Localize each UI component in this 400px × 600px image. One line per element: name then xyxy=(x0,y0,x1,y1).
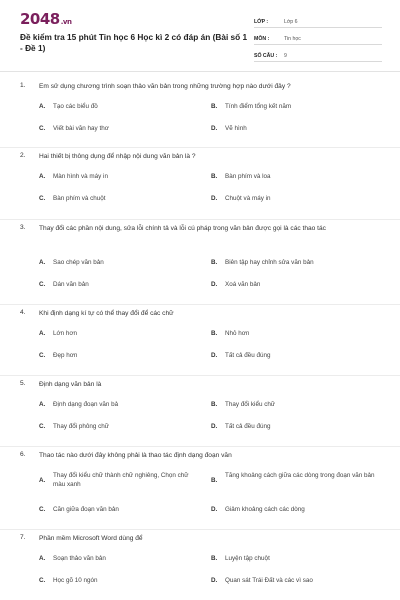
option-letter: B. xyxy=(211,173,218,180)
option-text: Soạn thảo văn bản xyxy=(53,555,106,562)
question-stem xyxy=(20,152,384,162)
answer-option[interactable] xyxy=(39,400,203,409)
logo-text: 2048 xyxy=(20,10,60,28)
option-letter: D. xyxy=(211,125,218,132)
question-number: 6. xyxy=(20,451,26,458)
question-item xyxy=(0,78,400,148)
option-text: Nhỏ hơn xyxy=(225,330,250,337)
option-letter: A. xyxy=(39,259,46,266)
answer-option[interactable] xyxy=(211,172,375,181)
question-number: 4. xyxy=(20,309,26,316)
option-text: Xoá văn bản xyxy=(225,281,261,288)
question-number: 3. xyxy=(20,224,26,231)
answer-option[interactable] xyxy=(39,351,203,360)
option-letter: D. xyxy=(211,423,218,430)
option-letter: C. xyxy=(39,195,46,202)
option-letter: A. xyxy=(39,173,46,180)
option-text: Sao chép văn bản xyxy=(53,259,104,266)
option-letter: D. xyxy=(211,352,218,359)
option-text: Tăng khoảng cách giữa các dòng trong đoạn văn bản xyxy=(225,472,375,479)
option-letter: B. xyxy=(211,401,218,408)
option-text: Căn giữa đoạn văn bản xyxy=(53,506,119,513)
option-text: Thay đổi kiểu chữ xyxy=(225,401,276,408)
option-letter: D. xyxy=(211,195,218,202)
meta-row-count xyxy=(254,48,382,62)
answer-option[interactable] xyxy=(211,351,375,360)
option-text: Vẽ hình xyxy=(225,125,247,132)
option-text: Biên tập hay chỉnh sửa văn bản xyxy=(225,259,314,266)
question-number: 7. xyxy=(20,534,26,541)
meta-value: Lớp 6 xyxy=(284,19,298,25)
meta-label: MÔN : xyxy=(254,36,270,42)
question-stem xyxy=(20,534,384,544)
option-text: Tất cả đều đúng xyxy=(225,352,271,359)
option-text: Dán văn bản xyxy=(53,281,89,288)
question-text: Khi định dạng kí tự có thể thay đổi để các chữ xyxy=(39,310,174,317)
meta-value: 9 xyxy=(284,53,287,59)
option-text: Quan sát Trái Đất và các vì sao xyxy=(225,577,313,584)
option-text: Luyện tập chuột xyxy=(225,555,270,562)
option-letter: C. xyxy=(39,506,46,513)
answer-option[interactable] xyxy=(211,194,375,203)
answer-option[interactable] xyxy=(211,124,375,133)
meta-label: LỚP : xyxy=(254,19,269,25)
question-stem xyxy=(20,451,384,461)
option-letter: B. xyxy=(211,555,218,562)
option-letter: B. xyxy=(211,103,218,110)
answer-option[interactable] xyxy=(211,400,375,409)
question-text: Thao tác nào dưới đây không phải là thao tác định dạng đoạn văn xyxy=(39,452,232,459)
answer-option[interactable] xyxy=(39,471,193,489)
option-text: Chuột và máy in xyxy=(225,195,271,202)
answer-option[interactable] xyxy=(211,554,375,563)
option-letter: C. xyxy=(39,352,46,359)
option-letter: A. xyxy=(39,401,46,408)
question-list xyxy=(0,78,400,598)
option-text: Định dạng đoạn văn bả xyxy=(53,401,119,408)
answer-option[interactable] xyxy=(39,102,203,111)
option-letter: A. xyxy=(39,555,46,562)
option-letter: C. xyxy=(39,281,46,288)
exam-meta xyxy=(254,14,382,65)
question-stem xyxy=(20,82,384,92)
answer-option[interactable] xyxy=(39,329,203,338)
meta-value: Tin học xyxy=(284,36,301,42)
question-item xyxy=(0,447,400,530)
option-letter: C. xyxy=(39,125,46,132)
question-item xyxy=(0,530,400,598)
answer-option[interactable] xyxy=(211,329,375,338)
question-stem xyxy=(20,224,384,234)
option-letter: A. xyxy=(39,477,46,484)
answer-option[interactable] xyxy=(211,258,375,267)
option-letter: A. xyxy=(39,103,46,110)
answer-option[interactable] xyxy=(39,124,203,133)
answer-option[interactable] xyxy=(211,102,375,111)
answer-option[interactable] xyxy=(211,576,375,585)
question-text: Hai thiết bị thông dụng để nhập nội dung văn bản là ? xyxy=(39,153,196,160)
meta-label: SỐ CÂU : xyxy=(254,53,278,59)
answer-option[interactable] xyxy=(39,505,203,514)
answer-option[interactable] xyxy=(211,505,375,514)
answer-option[interactable] xyxy=(39,422,203,431)
option-letter: D. xyxy=(211,577,218,584)
question-number: 5. xyxy=(20,380,26,387)
question-stem xyxy=(20,380,384,390)
page-title: Đề kiểm tra 15 phút Tin học 6 Học kì 2 có đáp án (Bài số 1 - Đề 1) xyxy=(20,32,248,53)
header-divider xyxy=(0,71,400,72)
page-header xyxy=(0,0,400,70)
option-letter: D. xyxy=(211,506,218,513)
option-letter: B. xyxy=(211,477,218,484)
answer-option[interactable] xyxy=(39,258,203,267)
answer-option[interactable] xyxy=(39,194,203,203)
option-text: Tạo các biểu đồ xyxy=(53,103,98,110)
option-letter: D. xyxy=(211,281,218,288)
answer-option[interactable] xyxy=(211,422,375,431)
option-text: Tất cả đều đúng xyxy=(225,423,271,430)
question-item xyxy=(0,148,400,220)
question-number: 1. xyxy=(20,82,26,89)
question-item xyxy=(0,305,400,376)
answer-option[interactable] xyxy=(39,280,203,289)
question-text: Phần mềm Microsoft Word dùng để xyxy=(39,535,143,542)
meta-row-class xyxy=(254,14,382,28)
option-text: Viết bài văn hay thơ xyxy=(53,125,109,132)
question-item xyxy=(0,220,400,305)
option-text: Tính điểm tổng kết năm xyxy=(225,103,292,110)
meta-row-subject xyxy=(254,31,382,45)
answer-option[interactable] xyxy=(211,471,375,485)
option-text: Thay đổi kiểu chữ thành chữ nghiêng, Chọn chữ màu xanh xyxy=(53,472,189,488)
option-letter: C. xyxy=(39,423,46,430)
question-text: Em sử dụng chương trình soạn thảo văn bản trong những trường hợp nào dưới đây ? xyxy=(39,83,291,90)
question-number: 2. xyxy=(20,152,26,159)
question-stem xyxy=(20,309,384,319)
question-text: Thay đổi các phần nội dung, sửa lỗi chính tả và lỗi cú pháp trong văn bản được gọi là các thao tác xyxy=(39,225,326,232)
option-text: Đẹp hơn xyxy=(53,352,78,359)
option-text: Giảm khoảng cách các dòng xyxy=(225,506,305,513)
option-letter: A. xyxy=(39,330,46,337)
answer-option[interactable] xyxy=(211,280,375,289)
option-text: Lớn hơn xyxy=(53,330,78,337)
option-text: Bàn phím và loa xyxy=(225,173,271,180)
option-text: Màn hình và máy in xyxy=(53,173,108,180)
option-text: Học gõ 10 ngón xyxy=(53,577,98,584)
answer-option[interactable] xyxy=(39,172,203,181)
option-letter: C. xyxy=(39,577,46,584)
site-logo[interactable] xyxy=(20,10,71,28)
question-item xyxy=(0,376,400,447)
option-text: Thay đổi phông chữ xyxy=(53,423,110,430)
option-letter: B. xyxy=(211,330,218,337)
answer-option[interactable] xyxy=(39,554,203,563)
logo-suffix: .vn xyxy=(60,18,72,26)
question-text: Định dạng văn bản là xyxy=(39,381,102,388)
option-text: Bàn phím và chuột xyxy=(53,195,106,202)
option-letter: B. xyxy=(211,259,218,266)
answer-option[interactable] xyxy=(39,576,203,585)
